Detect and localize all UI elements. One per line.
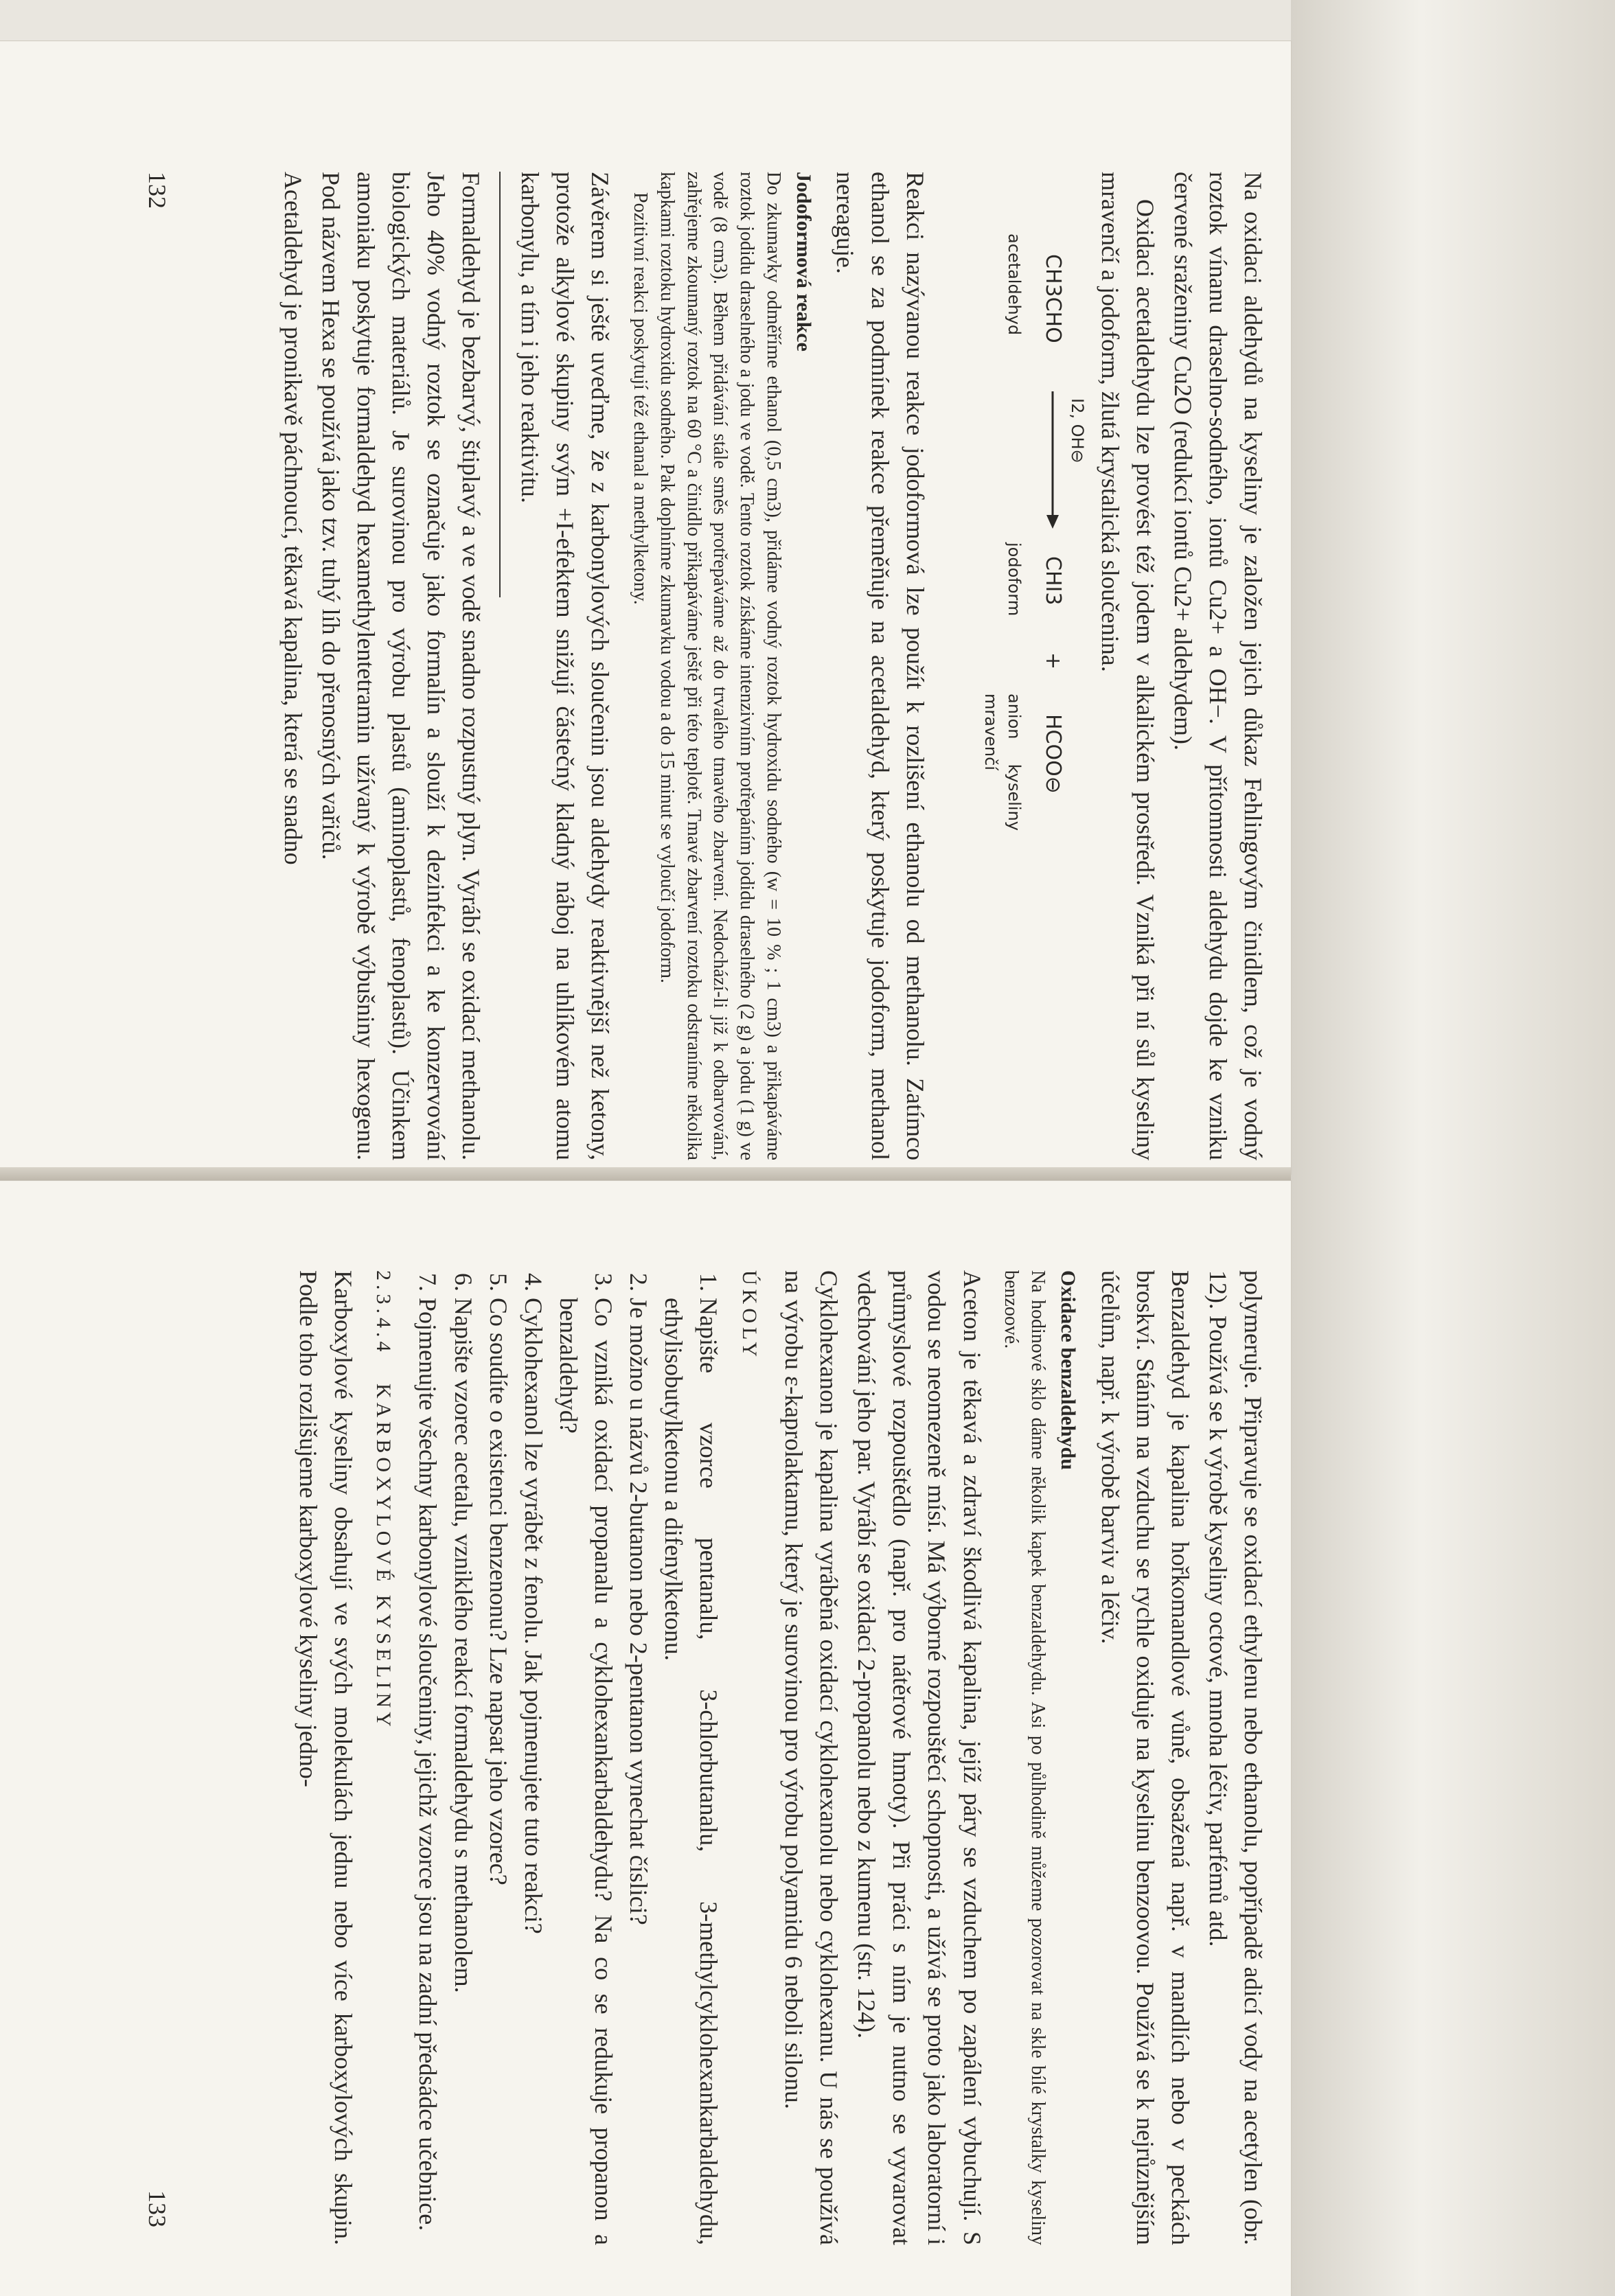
reagent-label: I2, OH⊖ [1068, 398, 1088, 463]
experiment-text: Do zkumavky odměříme ethanol (0,5 cm3), přidáme vodný roztok hydroxidu sodného (w = 10 % ; 1 cm3) a přikapáváme roztok jodidu draselného a jodu ve vodě. Tento roztok získáme intenzivním protřepáním jodidu draselného (2 g) a jodu (1 g) ve vodě (8 cm3). Během přidávání stále směs protřepáváme až do trvalého tmavého zbarvení. Nedochází-li již k odbarvování, zahřejeme zkoumaný roztok na 60 °C a činidlo přikapáváme ještě při této teplotě. Tmavé zbarvení roztoku odstraníme několika kapkami roztoku hydroxidu sodného. Pak doplníme zkumavku vodou a do 15 minut se vyloučí jodoform. [656, 172, 784, 1160]
experiment-note: Pozitivní reakci poskytují též ethanal a methylketony. [630, 192, 652, 605]
product-formate-formula: HCOO⊖ [1041, 714, 1066, 794]
benzaldehyd-paragraph: Benzaldehyd je kapalina hořkomandlové vůně, obsažená např. v mandlích nebo v peckách broskví. Stáním na vzduchu se rychle oxiduje na kyselinu benzoovou. Používá se k nejrůznějším účelům, např. k výrobě barviv a léčiv. [1096, 1270, 1194, 2245]
task-item: 3. Co vzniká oxidací propanalu a cyklohexankarbaldehydu? Na co se redukuje propanon a benzaldehyd? [551, 1298, 621, 2245]
label-acetaldehyd: acetaldehyd [1005, 233, 1024, 336]
benzaldehyd-oxidation-text: Na hodinové sklo dáme několik kapek benzaldehydu. Asi po půlhodině můžeme pozorovat na skle bílé krystalky kyseliny benzoové. [1000, 1270, 1049, 2245]
section-number: 2.3.4.4 [372, 1270, 396, 1356]
task-item: 7. Pojmenujte všechny karbonylové sloučeniny, jejichž vzorce jsou na zadní předsádce učebnice. [410, 1298, 445, 2245]
intro-paragraph: Na oxidaci aldehydů na kyseliny je založen jejich důkaz Fehlingovým činidlem, což je vodný roztok vínanu draselno-sodného, iontů Cu2+ a OH−. V přítomnosti aldehydu dojde ke vzniku červené sraženiny Cu2O (redukcí iontů Cu2+ aldehydem). [1169, 172, 1267, 1160]
carboxylic-acids-paragraph: Karboxylové kyseliny obsahují ve svých molekulách jednu nebo více karboxylových skupin. Podle toho rozlišujeme karboxylové kyseliny jedno- [294, 1270, 357, 2245]
label-jodoform: jodoform [1005, 542, 1024, 617]
product-iodoform-formula: CHI3 [1041, 556, 1066, 606]
conclusion-paragraph: Závěrem si ještě uveďme, že z karbonylových sloučenin jsou aldehydy reaktivnější než ketony, protože alkylové skupiny svým +I-efektem snižují částečný kladný náboj na uhlíkovém atomu karbonylu, a tím i jeho reaktivitu. [516, 172, 614, 1160]
benzaldehyd-oxidation-heading: Oxidace benzaldehydu [1057, 1270, 1080, 1470]
plus-sign: + [1041, 652, 1066, 670]
page-edge [1291, 0, 1615, 2296]
left-page-number: 132 [144, 172, 171, 209]
reactant-formula: CH3CHO [1041, 254, 1066, 343]
task-item: 2. Je možno u názvů 2-butanon nebo 2-pentanon vynechat číslici? [621, 1298, 656, 2245]
tasks-heading: ÚKOLY [737, 1270, 761, 1361]
iodoform-paragraph: Reakci nazývanou reakce jodoformová lze použít k rozlišení ethanolu od methanolu. Zatímco ethanol se za podmínek reakce přeměňuje na acetaldehyd, který poskytuje jodoform, methanol nereaguje. [832, 172, 930, 1160]
task-item: 4. Cyklohexanol lze vyrábět z fenolu. Jak pojmenujete tuto reakci? [516, 1298, 551, 2245]
cyklohexanon-paragraph: Cyklohexanon je kapalina vyráběná oxidací cyklohexanolu nebo cyklohexanu. U nás se používá na výrobu ε-kaprolaktamu, který je surovinou pro výrobu polyamidu 6 neboli silonu. [780, 1270, 843, 2245]
formaldehyd-paragraph: Formaldehyd je bezbarvý, štiplavý a ve vodě snadno rozpustný plyn. Vyrábí se oxidací methanolu. Jeho 40% vodný roztok se označuje jako formalín a slouží k dezinfekci a ke konzervování biologických materiálů. Je surovinou pro výrobu plastů (aminoplastů, fenoplastů). Účinkem amoniaku poskytuje formaldehyd hexamethylentetramin užívaný k výrobě výbušniny hexogenu. Pod názvem Hexa se používá jako tzv. tuhý líh do přenosných vařičů. [317, 172, 485, 1160]
section-heading [369, 1270, 398, 2245]
task-item: 6. Napište vzorec acetalu, vzniklého reakcí formaldehydu s methanolem. [445, 1298, 480, 2245]
aceton-paragraph: Aceton je těkavá a zdraví škodlivá kapalina, jejíž páry se vzduchem po zapálení vybuchují. S vodou se neomezeně mísí. Má výborné rozpouštěcí schopnosti, a užívá se proto jako laboratorní i průmyslové rozpouštědlo (např. pro nátěrové hmoty). Při práci s ním je nutno se vyvarovat vdechování jeho par. Vyrábí se oxidací 2-propanolu nebo z kumenu (str. 124). [853, 1270, 986, 2245]
experiment-heading: Jodoformová reakce [792, 172, 816, 352]
tasks-list [410, 1270, 726, 2245]
oxidation-paragraph: Oxidaci acetaldehydu lze provést též jodem v alkalickém prostředí. Vzniká při ní sůl kyseliny mravenčí a jodoform, žlutá krystalická sloučenina. [1096, 172, 1159, 1160]
label-formate-anion: anion kyseliny mravenčí [981, 693, 1024, 831]
section-divider [499, 172, 501, 597]
right-page-text [144, 1270, 1270, 2245]
right-page-number: 133 [144, 2190, 171, 2227]
task-item: 1. Napište vzorce pentanalu, 3-chlorbutanalu, 3-methylcyklohexankarbaldehydu, ethylisobutylketonu a difenylketonu. [656, 1298, 726, 2245]
section-title: KARBOXYLOVÉ KYSELINY [372, 1384, 396, 1731]
acetaldehyd-paragraph: Acetaldehyd je pronikavě páchnoucí, těkavá kapalina, která se snadno [279, 172, 307, 865]
reaction-arrow-icon [1042, 391, 1063, 529]
task-item: 5. Co soudíte o existenci benzenonu? Lze napsat jeho vzorec? [481, 1298, 516, 2245]
iodoform-reaction-scheme [942, 172, 1088, 1160]
left-page-text [144, 172, 1270, 1160]
acetaldehyd-continuation: polymeruje. Připravuje se oxidací ethylenu nebo ethanolu, popřípadě adicí vody na acetylen (obr. 12). Používá se k výrobě kyseliny octové, mnoha léčiv, parfémů atd. [1204, 1270, 1267, 2245]
